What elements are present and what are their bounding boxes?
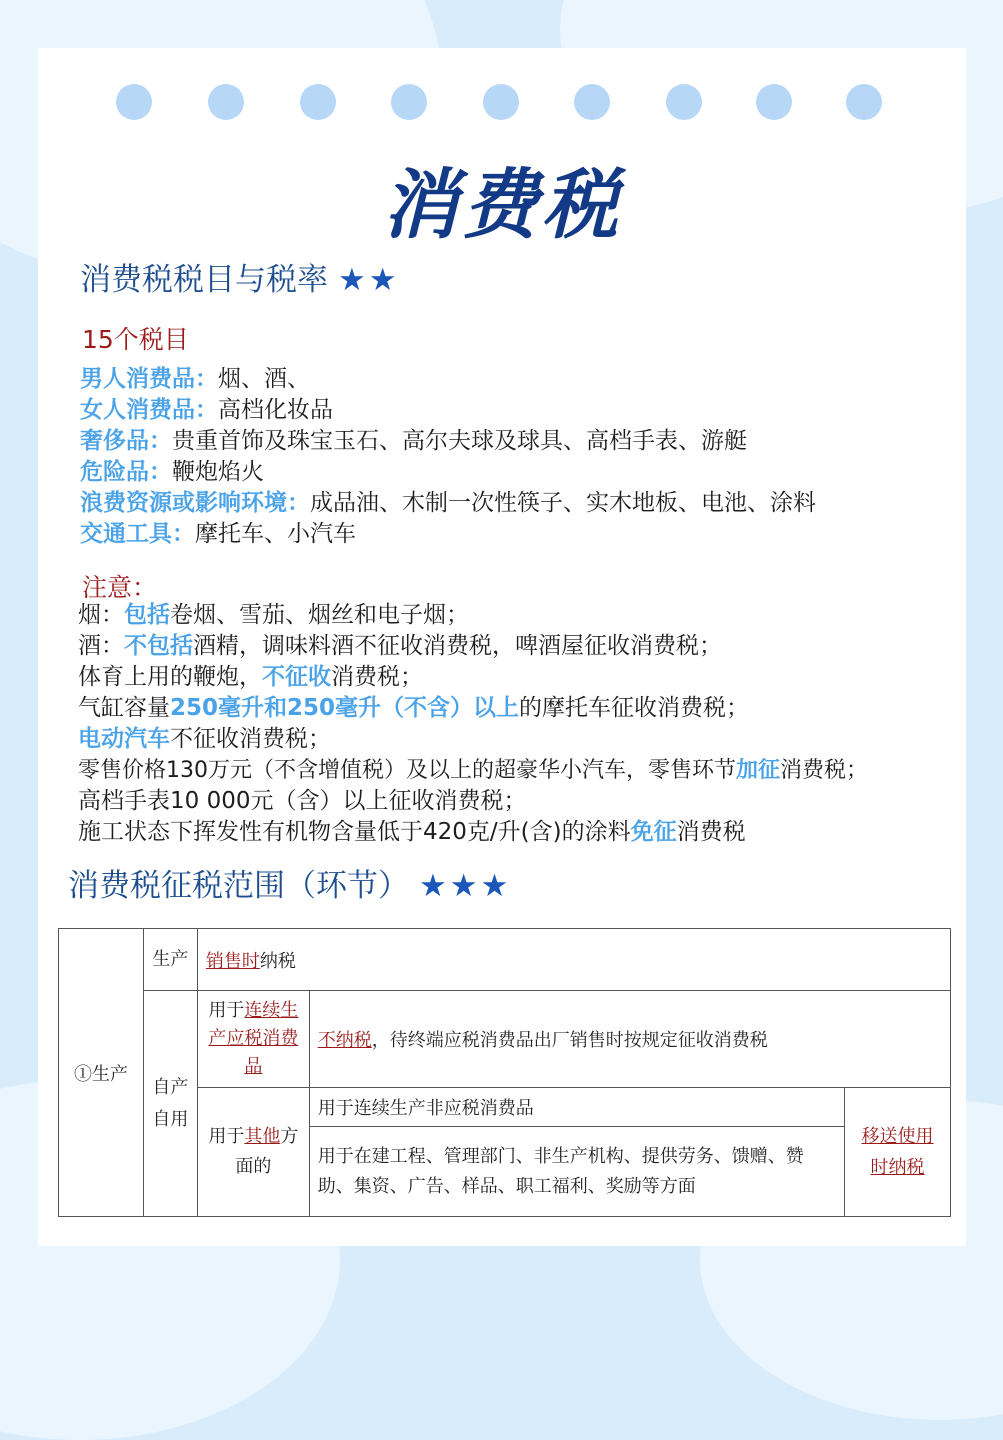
binder-hole	[756, 84, 792, 120]
table-row	[59, 991, 951, 1088]
cell-text: 用于	[208, 1000, 245, 1021]
note-text: 的摩托车征收消费税；	[519, 695, 750, 721]
underlined-text: 销售时	[205, 950, 260, 972]
note-text: 烟：	[78, 602, 124, 628]
item-label: 危险品：	[80, 459, 172, 485]
binder-hole	[666, 84, 702, 120]
cell-other	[197, 1088, 309, 1217]
item-text: 摩托车、小汽车	[195, 521, 356, 547]
note-line	[78, 755, 868, 786]
note-keyword: 包括	[124, 602, 170, 628]
section-heading-scope	[68, 860, 511, 905]
cell-self-use: 自产自用	[143, 991, 197, 1217]
page-title: 消费税	[382, 160, 622, 249]
binder-hole	[846, 84, 882, 120]
item-text: 高档化妆品	[218, 397, 333, 423]
item-text: 烟、酒、	[218, 366, 310, 392]
cell-text: 纳税	[259, 950, 296, 972]
note-text: 气缸容量	[78, 695, 170, 721]
tax-item	[80, 488, 816, 519]
notes-heading: 注意：	[82, 573, 158, 602]
note-text: 体育上用的鞭炮，	[78, 664, 262, 690]
binder-hole	[574, 84, 610, 120]
item-text: 贵重首饰及珠宝玉石、高尔夫球及球具、高档手表、游艇	[172, 428, 747, 454]
table-row	[59, 929, 951, 991]
binder-hole	[208, 84, 244, 120]
section-heading-items	[80, 254, 400, 299]
binder-hole	[483, 84, 519, 120]
item-label: 男人消费品：	[80, 366, 218, 392]
underlined-text: 不纳税	[317, 1030, 372, 1051]
note-text: 不征收消费税；	[170, 726, 331, 752]
note-line	[78, 662, 423, 693]
binder-hole	[391, 84, 427, 120]
cell-other-item-1: 用于连续生产非应税消费品	[309, 1088, 844, 1127]
note-card	[38, 48, 966, 1246]
binder-hole	[300, 84, 336, 120]
note-keyword: 加征	[736, 758, 781, 783]
section-heading-text: 消费税征税范围（环节）	[68, 868, 409, 904]
tax-item	[80, 395, 333, 426]
tax-item	[80, 426, 747, 457]
note-keyword: 250毫升和250毫升（不含）以上	[170, 695, 520, 721]
note-keyword: 不征收	[262, 664, 331, 690]
cell-continuous	[197, 991, 309, 1088]
note-line	[78, 631, 722, 662]
cell-other-item-2: 用于在建工程、管理部门、非生产机构、提供劳务、馈赠、赞助、集资、广告、样品、职工福利、奖励等方面	[309, 1127, 844, 1217]
cell-other-result: 移送使用时纳税	[845, 1088, 951, 1217]
underlined-text: 其他	[244, 1126, 281, 1147]
note-line	[78, 786, 526, 817]
section-heading-text: 消费税税目与税率	[80, 262, 328, 298]
item-label: 交通工具：	[80, 521, 195, 547]
note-line	[78, 724, 331, 755]
row-head-production: ①生产	[59, 929, 144, 1217]
note-text: 酒精，调味料酒不征收消费税，啤酒屋征收消费税；	[193, 633, 722, 659]
note-text: 消费税；	[780, 758, 869, 783]
item-label: 浪费资源或影响环境：	[80, 490, 310, 516]
note-text: 消费税；	[331, 664, 423, 690]
star-rating: ★★★	[419, 868, 512, 904]
note-line	[78, 817, 746, 848]
note-keyword: 免征	[630, 819, 677, 845]
note-text: 卷烟、雪茄、烟丝和电子烟；	[170, 602, 469, 628]
note-keyword: 不包括	[124, 633, 193, 659]
item-label: 奢侈品：	[80, 428, 172, 454]
star-rating: ★★	[338, 262, 400, 298]
tax-item	[80, 519, 356, 550]
note-text: 消费税	[676, 819, 746, 845]
note-line	[78, 600, 469, 631]
note-text: 零售价格130万元（不含增值税）及以上的超豪华小汽车，零售环节	[78, 758, 736, 783]
underlined-text: 连续生产应税消费品	[208, 1000, 299, 1077]
cell-text: ，待终端应税消费品出厂销售时按规定征收消费税	[371, 1030, 768, 1051]
scope-table	[58, 928, 951, 1217]
item-text: 成品油、木制一次性筷子、实木地板、电池、涂料	[310, 490, 816, 516]
note-text: 施工状态下挥发性有机物含量低于420克/升(含)的涂料	[78, 819, 631, 845]
note-keyword: 电动汽车	[78, 726, 170, 752]
item-text: 鞭炮焰火	[172, 459, 264, 485]
subheading-count: 15个税目	[82, 325, 189, 354]
item-label: 女人消费品：	[80, 397, 218, 423]
binder-hole	[116, 84, 152, 120]
cell-produce: 生产	[143, 929, 197, 991]
cell-continuous-result	[309, 991, 950, 1088]
tax-item	[80, 457, 264, 488]
cell-text: 方面的	[235, 1126, 299, 1177]
note-text: 高档手表10 000元（含）以上征收消费税；	[78, 788, 527, 814]
note-text: 酒：	[78, 633, 124, 659]
cell-text: 用于	[208, 1126, 245, 1147]
tax-item	[80, 364, 310, 395]
note-line	[78, 693, 749, 724]
cell-produce-sale	[197, 929, 950, 991]
